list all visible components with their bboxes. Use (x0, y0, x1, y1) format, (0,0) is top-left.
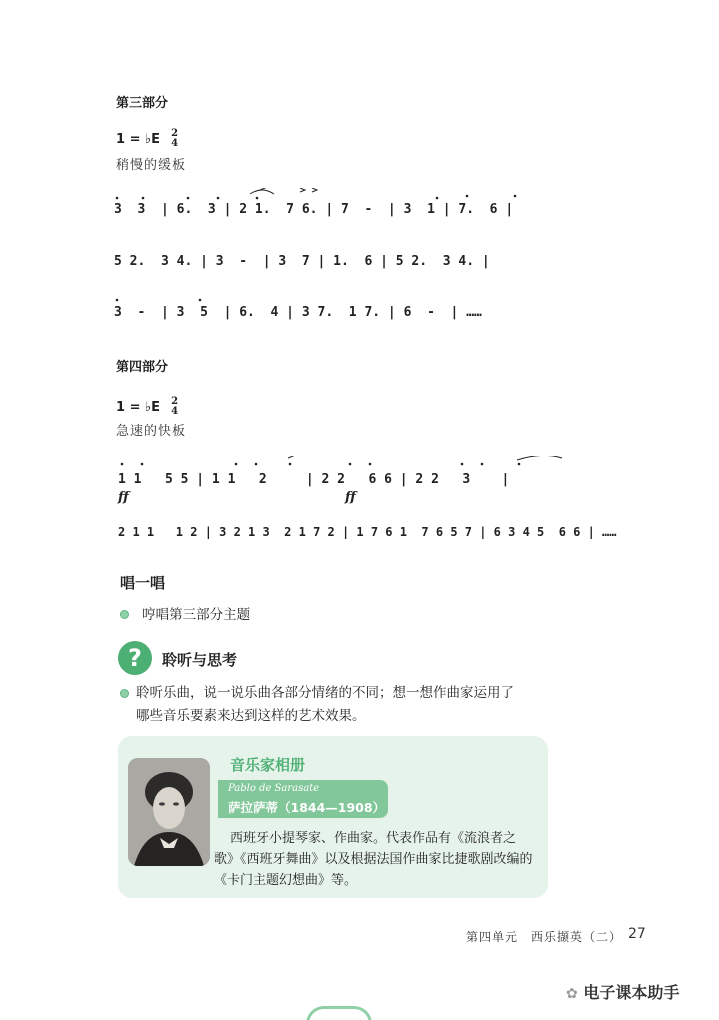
portrait-image (128, 758, 210, 866)
time-bottom: 4 (171, 405, 179, 417)
part3-time-signature (171, 129, 178, 149)
part4-octave-dots (112, 456, 572, 526)
album-desc-1: 西班牙小提琴家、作曲家。代表作品有《流浪者之 (230, 831, 517, 846)
sing-title: 唱一唱 (120, 574, 166, 592)
part3-title: 第三部分 (116, 96, 169, 111)
album-desc-2: 歌》《西班牙舞曲》以及根据法国作曲家比捷歌剧改编的 (214, 852, 533, 867)
sing-bullet (120, 604, 250, 627)
part3-staff-row-2: 5 2. 3 4. | 3 - | 3 7 | 1. 6 | 5 2. 3 4. | (114, 254, 490, 269)
sing-item-text: 哼唱第三部分主题 (142, 607, 251, 623)
part4-dynamic-1: ff (118, 490, 129, 505)
bullet-icon (120, 689, 129, 698)
part3-key-signature (116, 128, 178, 149)
time-top: 2 (171, 127, 179, 139)
listen-line-1: 聆听乐曲，说一说乐曲各部分情绪的不同；想一想作曲家运用了 (136, 685, 514, 701)
footer-unit: 第四单元 西乐撷英（二） (466, 930, 623, 944)
time-bottom: 4 (171, 137, 179, 149)
name-english: Pablo de Sarasate (228, 783, 320, 794)
part4-tempo: 急速的快板 (116, 424, 187, 439)
page-number: 27 (628, 926, 646, 942)
portrait-photo (128, 758, 210, 866)
part3-staff-row-1: 3 3 | 6. 3 | 2 1. 7 6. | 7 - | 3 1 | 7. 6 | (114, 202, 514, 217)
listen-line-2: 哪些音乐要素来达到这样的艺术效果。 (136, 708, 366, 724)
part4-dynamic-2: ff (345, 490, 356, 505)
part4-staff-row-1: 1 1 5 5 | 1 1 2 | 2 2 6 6 | 2 2 3 | (118, 472, 510, 487)
watermark-text: 电子课本助手 (583, 983, 680, 1002)
listen-bullet (118, 682, 558, 728)
name-chinese: 萨拉萨蒂（1844—1908） (228, 800, 386, 815)
part4-staff-row-2: 2 1 1 1 2 | 3 2 1 3 2 1 7 2 | 1 7 6 1 7 6 5 7 | 6 3 4 5 6 6 | …… (118, 525, 617, 539)
part3-staff-row-3: 3 - | 3 5 | 6. 4 | 3 7. 1 7. | 6 - | …… (114, 305, 482, 320)
part3-tempo: 稍慢的缓板 (116, 158, 187, 173)
listen-title: 聆听与思考 (162, 651, 238, 669)
wechat-icon: ✿ (566, 986, 578, 1002)
question-icon: ? (118, 641, 152, 675)
part4-key-signature (116, 396, 178, 417)
part4-title: 第四部分 (116, 360, 169, 375)
watermark (566, 980, 679, 1003)
page-tab-decoration (306, 1006, 372, 1020)
time-top: 2 (171, 395, 179, 407)
name-banner (218, 780, 388, 818)
album-desc-3: 《卡门主题幻想曲》等。 (214, 873, 358, 888)
part3-octave-dots (110, 188, 570, 328)
album-title: 音乐家相册 (230, 756, 306, 774)
part3-key: 1 = ♭E (116, 132, 161, 147)
part4-time-signature (171, 397, 178, 417)
bullet-icon (120, 610, 129, 619)
part4-key: 1 = ♭E (116, 400, 161, 415)
